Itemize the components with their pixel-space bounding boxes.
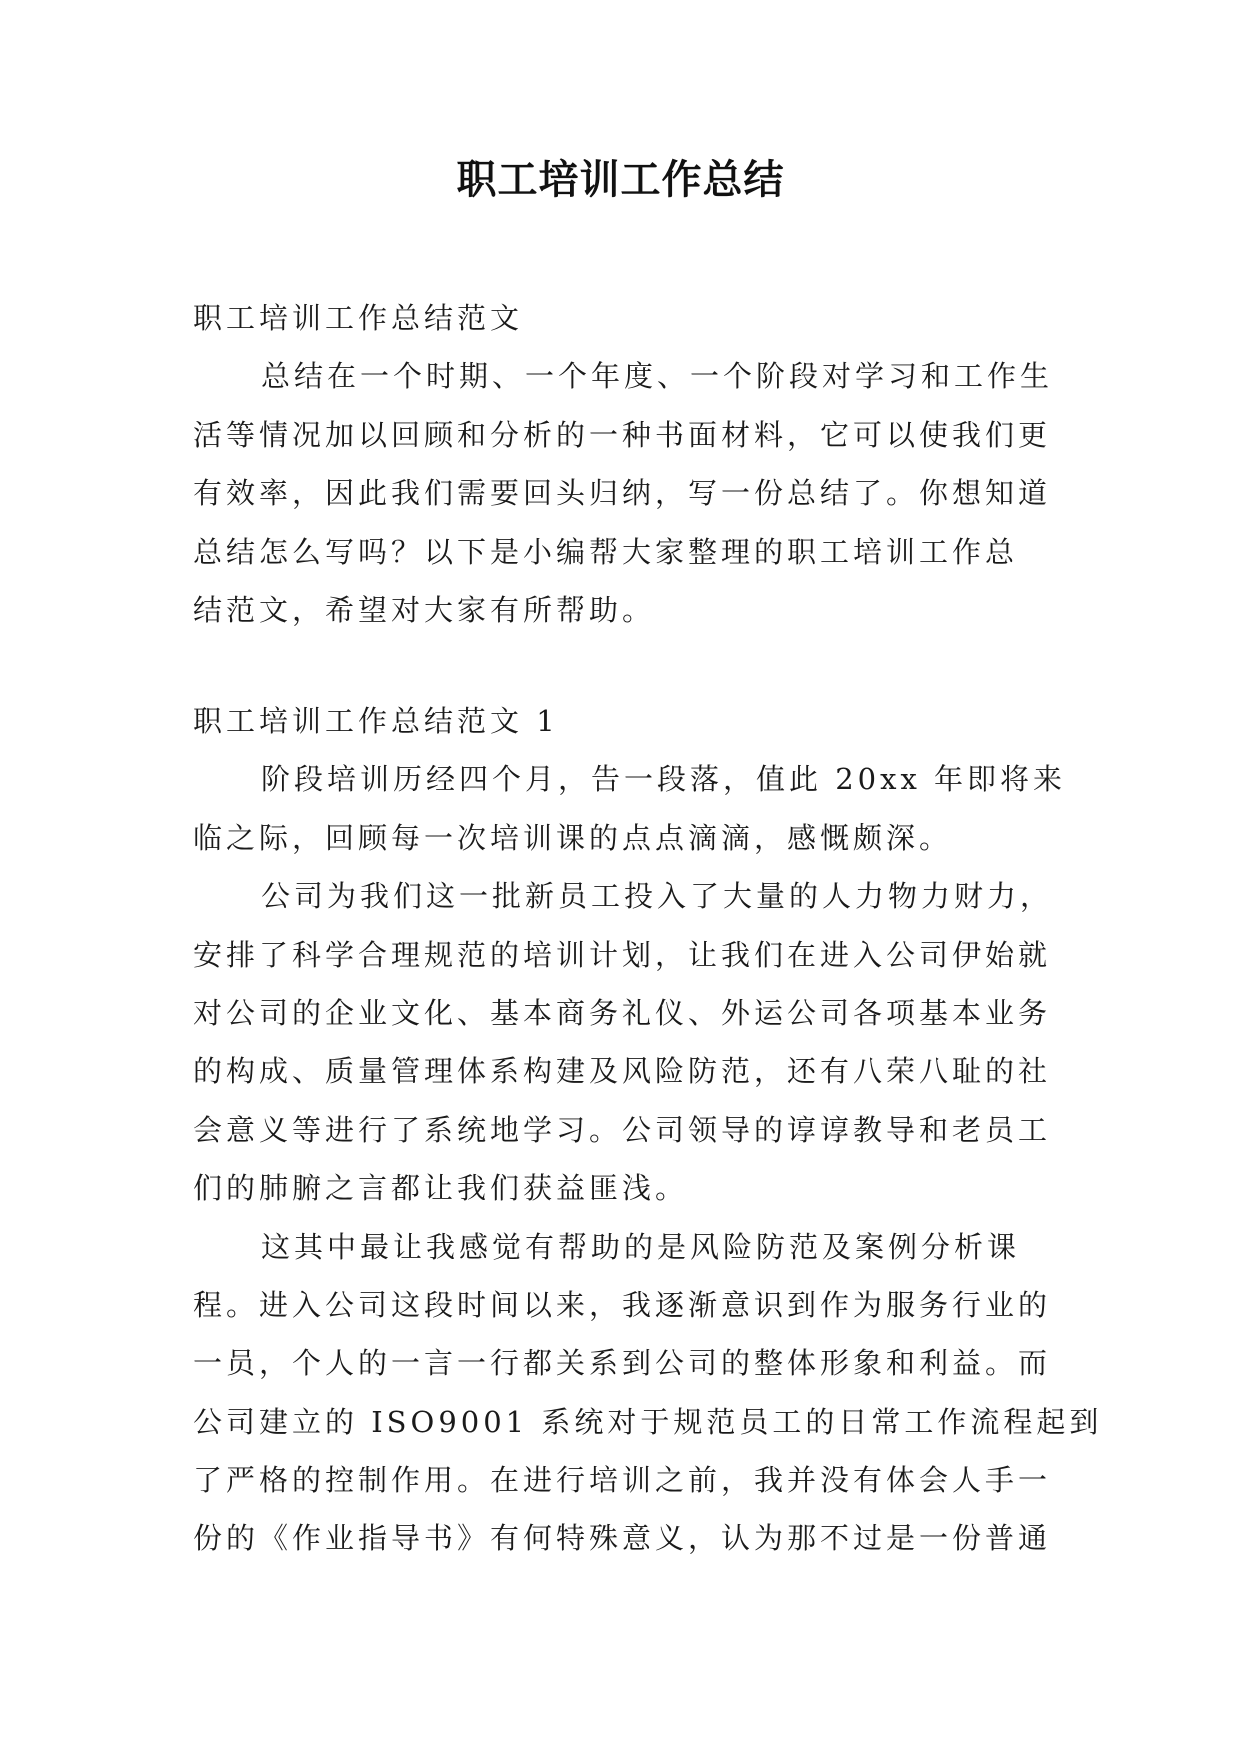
section-sample-1 — [193, 692, 1103, 1568]
section-heading: 职工培训工作总结范文 1 — [193, 704, 559, 738]
paragraph-line: 结范文，希望对大家有所帮助。 — [193, 592, 656, 627]
paragraph-line: 份的《作业指导书》有何特殊意义，认为那不过是一份普通 — [193, 1521, 1052, 1556]
paragraph-line: 这其中最让我感觉有帮助的是风险防范及案例分析课 — [261, 1229, 1021, 1264]
document-title: 职工培训工作总结 — [456, 157, 785, 203]
paragraph-line: 的构成、质量管理体系构建及风险防范，还有八荣八耻的社 — [193, 1054, 1052, 1089]
paragraph-line: 阶段培训历经四个月，告一段落，值此 20xx 年即将来 — [261, 762, 1067, 797]
paragraph-line: 们的肺腑之言都让我们获益匪浅。 — [193, 1171, 689, 1206]
paragraph-line: 活等情况加以回顾和分析的一种书面材料，它可以使我们更 — [193, 417, 1052, 452]
paragraph-line: 程。进入公司这段时间以来，我逐渐意识到作为服务行业的 — [193, 1287, 1052, 1322]
paragraph-line: 总结在一个时期、一个年度、一个阶段对学习和工作生 — [261, 359, 1054, 394]
paragraph-line: 公司建立的 ISO9001 系统对于规范员工的日常工作流程起到 — [193, 1404, 1103, 1439]
paragraph-line: 会意义等进行了系统地学习。公司领导的谆谆教导和老员工 — [193, 1112, 1052, 1147]
paragraph-line: 有效率，因此我们需要回头归纳，写一份总结了。你想知道 — [193, 476, 1052, 511]
paragraph-line: 对公司的企业文化、基本商务礼仪、外运公司各项基本业务 — [193, 995, 1052, 1030]
paragraph-line: 一员，个人的一言一行都关系到公司的整体形象和利益。而 — [193, 1346, 1052, 1381]
paragraph-line: 临之际，回顾每一次培训课的点点滴滴，感慨颇深。 — [193, 820, 953, 855]
section-heading: 职工培训工作总结范文 — [193, 301, 524, 335]
paragraph-line: 公司为我们这一批新员工投入了大量的人力物力财力， — [261, 879, 1054, 914]
paragraph-line: 总结怎么写吗？以下是小编帮大家整理的职工培训工作总 — [193, 534, 1019, 569]
section-intro — [193, 289, 1053, 639]
paragraph-line: 安排了科学合理规范的培训计划，让我们在进入公司伊始就 — [193, 937, 1052, 972]
paragraph-line: 了严格的控制作用。在进行培训之前，我并没有体会人手一 — [193, 1463, 1052, 1498]
